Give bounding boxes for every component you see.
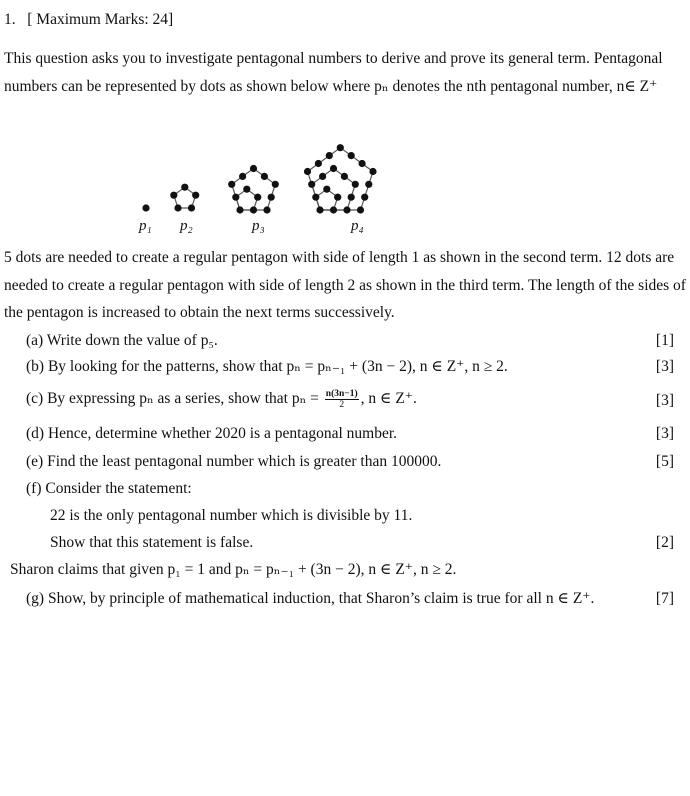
p3-dot [236,206,243,213]
p4-dot [365,181,372,188]
part-c-denominator: 2 [339,400,345,410]
part-b-text: (b) By looking for the patterns, show that pₙ = pₙ₋₁ + (3n − 2), n ∈ Z⁺, n ≥ 2. [26,358,508,375]
label-p1: p₁ [139,218,152,234]
part-d-marks: [3] [655,425,674,442]
p4-dot [361,194,368,201]
p4-dot [316,206,323,213]
p3-dot [228,181,235,188]
p4-dot [319,173,326,180]
part-a-marks: [1] [655,332,674,349]
sharon-claim: Sharon claims that given p₁ = 1 and pₙ = pₙ₋₁ + (3n − 2), n ∈ Z⁺, n ≥ 2. [10,561,457,578]
part-a-text: (a) Write down the value of p₅. [26,332,218,349]
intro-paragraph: This question asks you to investigate pentagonal numbers to derive and prove its general term. Pentagonal numbers can be represented by dots as shown below where pₙ denotes the nth pentagonal number, n∈ Z⁺ [4,50,663,95]
part-c-tail: , n ∈ Z⁺. [360,390,417,408]
pentagon-edge [308,172,321,211]
part-c-numerator: n(3n−1) [325,389,358,399]
part-d-text: (d) Hence, determine whether 2020 is a pentagonal number. [26,425,398,442]
label-p4: p₄ [351,218,364,234]
part-c-lead: (c) By expressing pₙ as a series, show that pₙ = [26,390,319,408]
p4-dot [369,168,376,175]
p2-dot [181,184,188,191]
p4-dot [323,186,330,193]
p4-dot [308,181,315,188]
maximum-marks: [ Maximum Marks: 24] [27,11,174,28]
p2-dot [192,192,199,199]
p4-dot [359,160,366,167]
part-g-marks: [7] [655,590,674,607]
part-c-fraction [325,389,359,410]
part-f-marks: [2] [655,534,674,551]
part-f-statement: 22 is the only pentagonal number which is divisible by 11. [50,507,413,524]
p3-dot [272,181,279,188]
p4-dot [337,144,344,151]
part-e-text: (e) Find the least pentagonal number which is greater than 100000. [26,453,442,470]
p4-dot [352,181,359,188]
p4-dot [326,152,333,159]
p3-dot [239,173,246,180]
p4-dot [334,194,341,201]
p4-dot [330,206,337,213]
pentagon-edge [361,172,374,211]
p4-dot [304,168,311,175]
part-b-marks: [3] [655,358,674,375]
p3-dot [243,186,250,193]
pentagon-edge [340,148,373,172]
p4-dot [343,206,350,213]
p3-dot [232,194,239,201]
p2-dot [188,204,195,211]
p2-dot [170,192,177,199]
p4-dot [357,206,364,213]
part-f-text: (f) Consider the statement: [26,480,192,497]
p4-dot [348,194,355,201]
p3-dot [261,173,268,180]
p3-dot [254,194,261,201]
p1-dot [142,204,149,211]
p3-dot [250,165,257,172]
p3-dot [263,206,270,213]
p4-dot [330,165,337,172]
p4-dot [315,160,322,167]
p2-dot [174,204,181,211]
p4-dot [348,152,355,159]
p4-dot [312,194,319,201]
part-e-marks: [5] [655,453,674,470]
part-c-marks: [3] [655,392,674,409]
question-number: 1. [4,11,16,28]
p4-dot [341,173,348,180]
p3-dot [268,194,275,201]
part-g-text: (g) Show, by principle of mathematical induction, that Sharon’s claim is true for all n ∈ Z⁺. [26,590,595,607]
part-f-show: Show that this statement is false. [50,534,254,551]
p3-dot [250,206,257,213]
label-p2: p₂ [180,218,193,234]
label-p3: p₃ [252,218,265,234]
part-c-line [26,389,417,410]
description-paragraph: 5 dots are needed to create a regular pentagon with side of length 1 as shown in the second term. 12 dots are needed to create a regular pentagon with side of length 2 as shown in the third term. The length of the sides of the pentagon is increased to obtain the next terms successively. [4,249,686,321]
